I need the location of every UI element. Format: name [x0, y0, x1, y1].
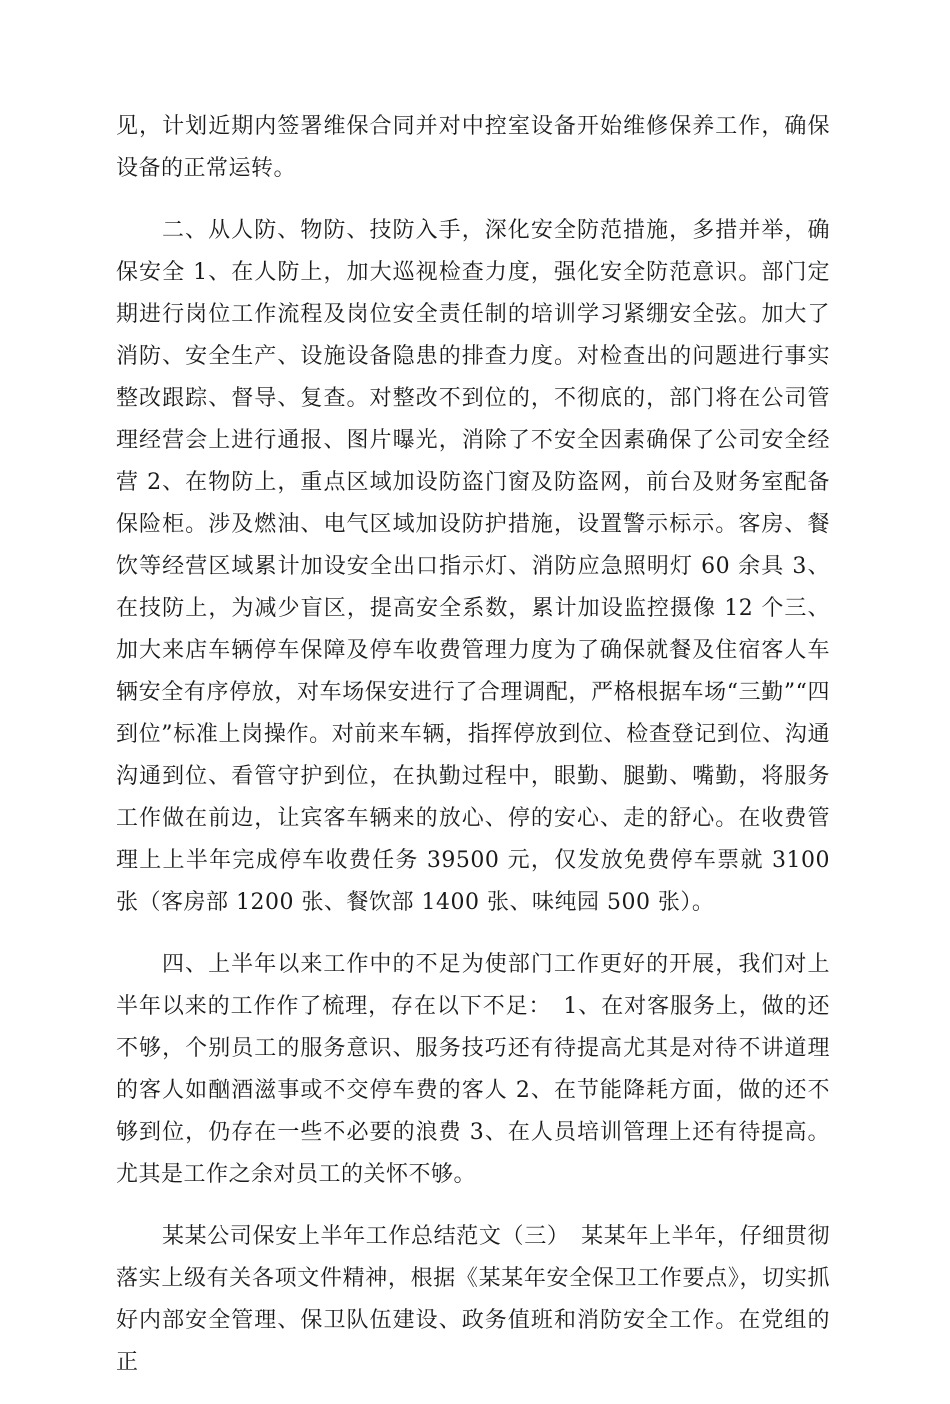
- paragraph-continuation: 见，计划近期内签署维保合同并对中控室设备开始维修保养工作，确保设备的正常运转。: [116, 114, 830, 181]
- paragraph-summary-three: 某某公司保安上半年工作总结范文（三） 某某年上半年，仔细贯彻落实上级有关各项文件精神，根据《某某年安全保卫工作要点》，切实抓好内部安全管理、保卫队伍建设、政务值班和消防安全工作。在党组的正: [116, 1224, 830, 1375]
- paragraph-shortcomings: 四、上半年以来工作中的不足为使部门工作更好的开展，我们对上半年以来的工作作了梳理，存在以下不足： 1、在对客服务上，做的还不够，个别员工的服务意识、服务技巧还有待提高尤其是对待不讲道理的客人如酗酒滋事或不交停车费的客人 2、在节能降耗方面，做的还不够到位，仍存在一些不必要的浪费 3、在人员培训管理上还有待提高。尤其是工作之余对员工的关怀不够。: [116, 952, 830, 1187]
- document-body: [116, 106, 830, 1404]
- paragraph-security-measures: 二、从人防、物防、技防入手，深化安全防范措施，多措并举，确保安全 1、在人防上，加大巡视检查力度，强化安全防范意识。部门定期进行岗位工作流程及岗位安全责任制的培训学习紧绷安全弦。加大了消防、安全生产、设施设备隐患的排查力度。对检查出的问题进行事实整改跟踪、督导、复查。对整改不到位的，不彻底的，部门将在公司管理经营会上进行通报、图片曝光，消除了不安全因素确保了公司安全经营 2、在物防上，重点区域加设防盗门窗及防盗网，前台及财务室配备保险柜。涉及燃油、电气区域加设防护措施，设置警示标示。客房、餐饮等经营区域累计加设安全出口指示灯、消防应急照明灯 60 余具 3、在技防上，为减少盲区，提高安全系数，累计加设监控摄像 12 个三、加大来店车辆停车保障及停车收费管理力度为了确保就餐及住宿客人车辆安全有序停放，对车场保安进行了合理调配，严格根据车场“三勤”“四到位”标准上岗操作。对前来车辆，指挥停放到位、检查登记到位、沟通沟通到位、看管守护到位，在执勤过程中，眼勤、腿勤、嘴勤，将服务工作做在前边，让宾客车辆来的放心、停的安心、走的舒心。在收费管理上上半年完成停车收费任务 39500 元，仅发放免费停车票就 3100 张（客房部 1200 张、餐饮部 1400 张、味纯园 500 张）。: [116, 218, 830, 915]
